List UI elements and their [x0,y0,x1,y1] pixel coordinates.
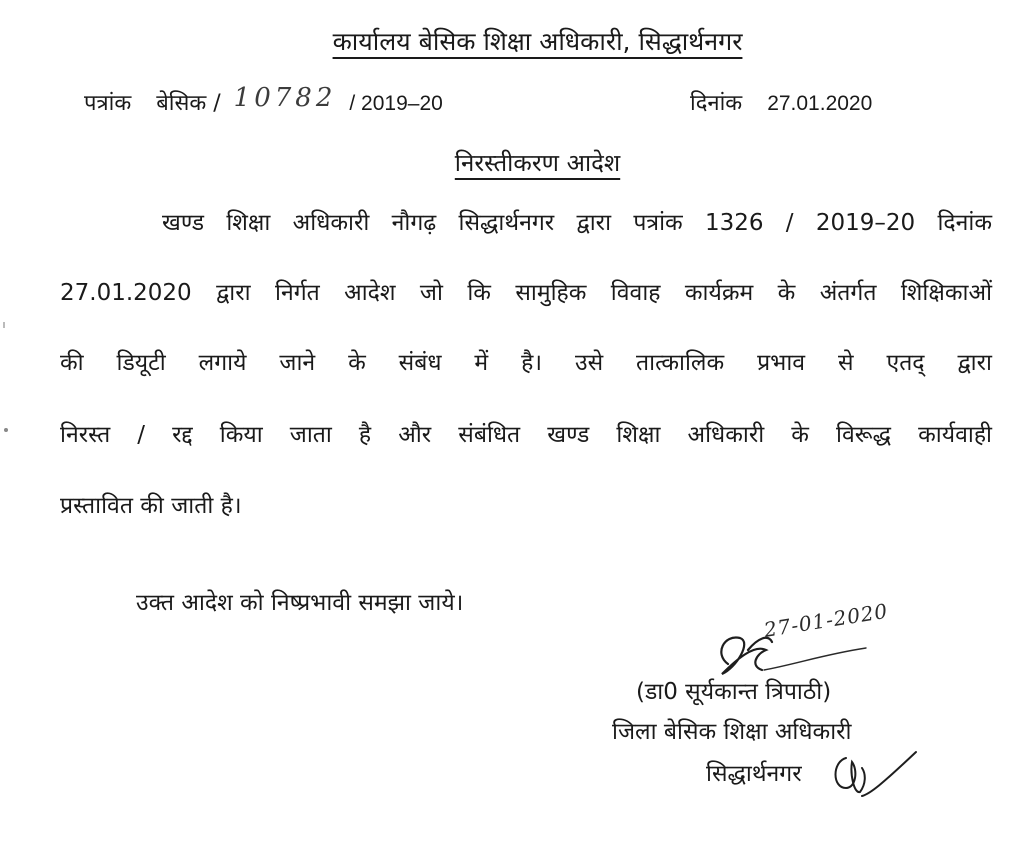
signatory-name: (डा0 सूर्यकान्त त्रिपाठी) [636,679,832,705]
reference-line [84,83,443,117]
signatory-place: सिद्धार्थनगर [706,761,802,787]
scan-margin-mark [3,322,5,328]
order-heading: निरस्तीकरण आदेश [454,149,621,177]
body-line-1: खण्ड शिक्षा अधिकारी नौगढ़ सिद्धार्थनगर द्वारा पत्रांक 1326 / 2019–20 दिनांक [162,210,992,236]
body-line-5: प्रस्तावित की जाती है। [60,493,242,519]
body-line-2: 27.01.2020 द्वारा निर्गत आदेश जो कि सामुहिक विवाह कार्यक्रम के अंतर्गत शिक्षिकाओं [60,280,992,306]
reference-year: / 2019–20 [349,92,443,115]
office-title: कार्यालय बेसिक शिक्षा अधिकारी, सिद्धार्थनगर [332,27,743,56]
scan-margin-dot [4,428,8,432]
initials-scribble [826,744,926,810]
date-label: दिनांक [690,91,743,116]
reference-prefix: बेसिक / [156,91,221,116]
reference-label: पत्रांक [84,91,132,116]
reference-handwritten-number: 10782 [233,83,337,113]
body-line-3: की डियूटी लगाये जाने के संबंध में है। उसे तात्कालिक प्रभाव से एतद् द्वारा [60,350,992,376]
closing-instruction: उक्त आदेश को निष्प्रभावी समझा जाये। [136,590,464,616]
signatory-designation: जिला बेसिक शिक्षा अधिकारी [612,719,852,745]
signature-handwritten-date: 27-01-2020 [762,598,890,642]
date-value: 27.01.2020 [767,92,873,115]
date-line [690,87,872,117]
body-line-4: निरस्त / रद्द किया जाता है और संबंधित खण्ड शिक्षा अधिकारी के विरूद्ध कार्यवाही [60,422,992,448]
